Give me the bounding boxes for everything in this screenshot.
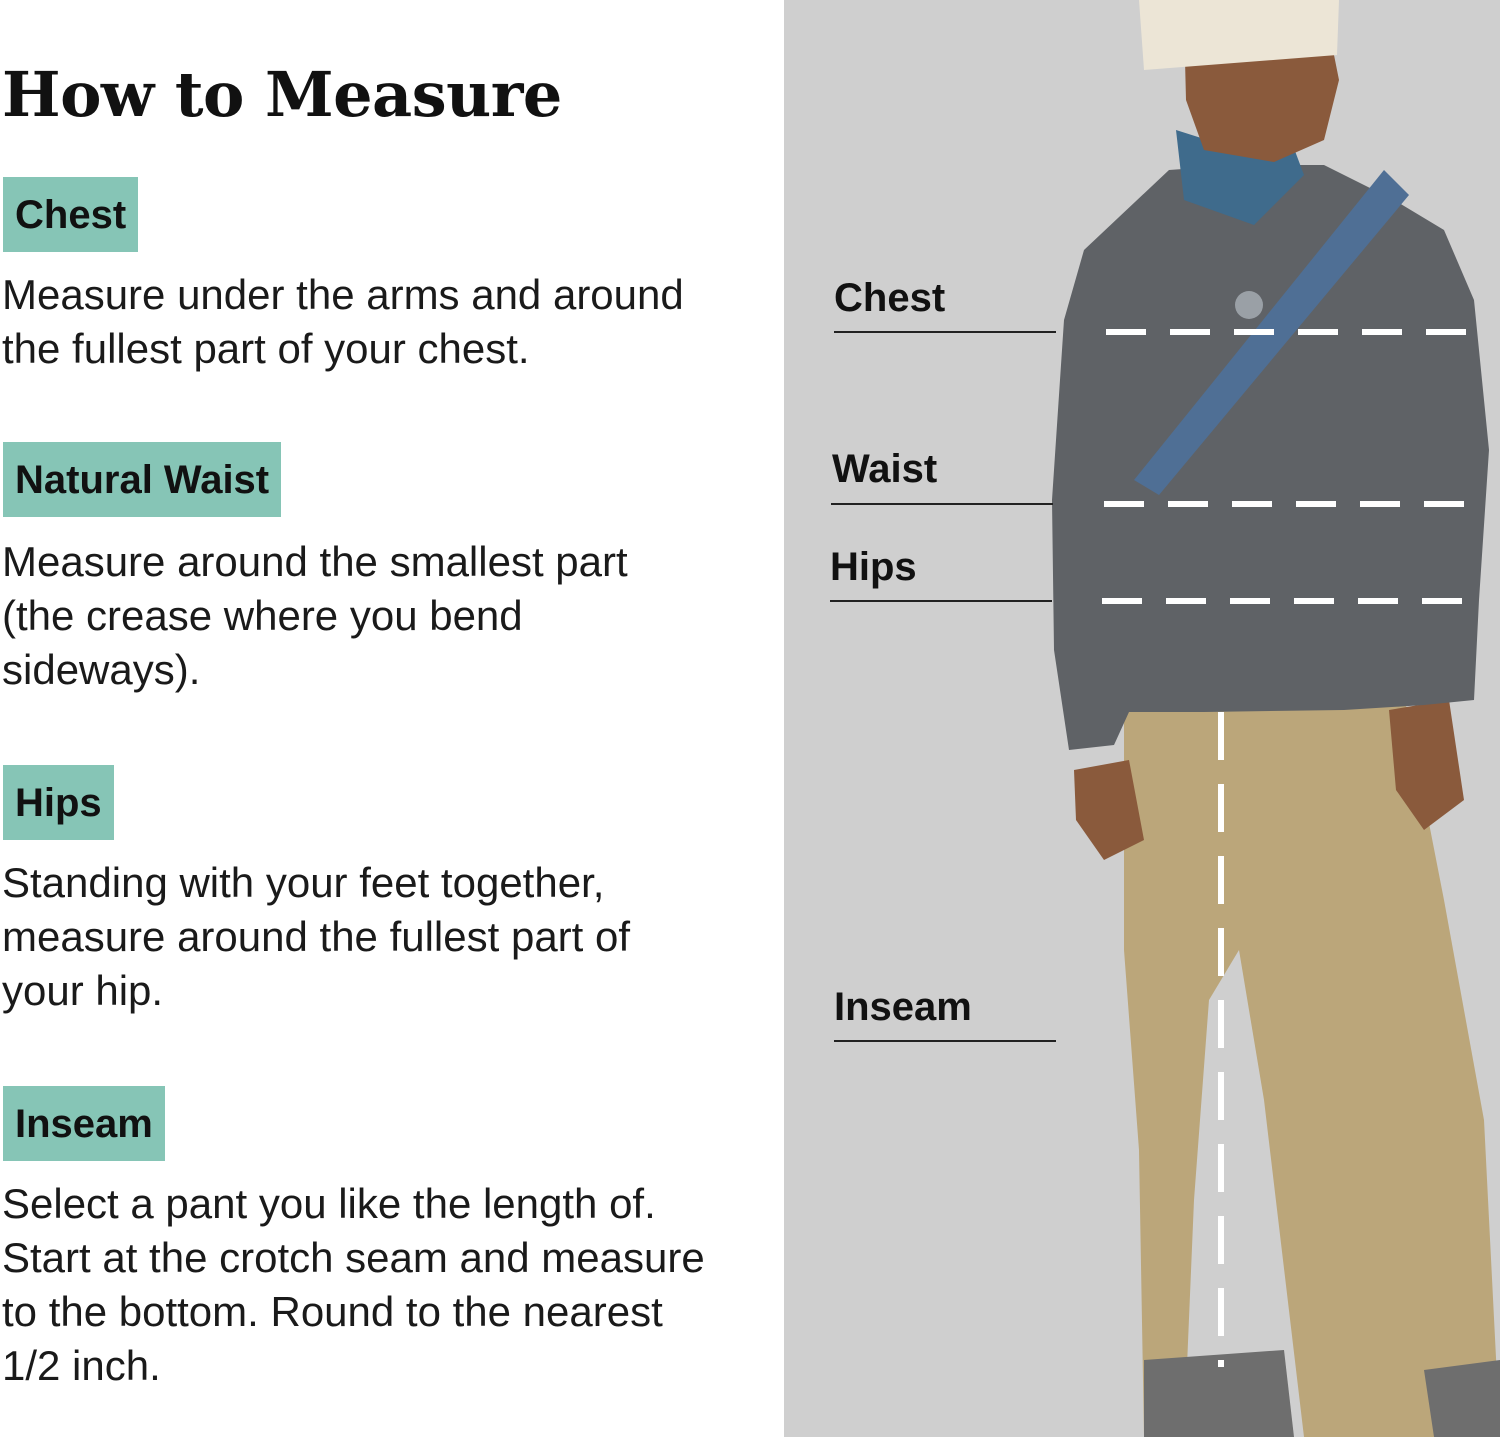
chest-heading: Chest bbox=[3, 177, 138, 252]
diagram-label-waist: Waist bbox=[832, 447, 938, 491]
hips-heading: Hips bbox=[3, 765, 114, 840]
diagram-label-chest: Chest bbox=[834, 276, 946, 320]
hips-description: Standing with your feet together, measure around the fullest part of your hip. bbox=[2, 859, 631, 1014]
chest-guide-line bbox=[1106, 329, 1466, 335]
waist-guide-line bbox=[1104, 501, 1464, 507]
strap-buckle bbox=[1235, 291, 1263, 319]
hips-label-rule bbox=[830, 600, 1052, 602]
waist-label-rule bbox=[831, 503, 1053, 505]
diagram-label-inseam: Inseam bbox=[834, 985, 972, 1029]
diagram-label-hips: Hips bbox=[830, 545, 917, 589]
natural-waist-description: Measure around the smallest part (the crease where you bend sideways). bbox=[2, 538, 628, 693]
natural-waist-heading: Natural Waist bbox=[3, 442, 281, 517]
inseam-label-rule bbox=[834, 1040, 1056, 1042]
inseam-description: Select a pant you like the length of. Start at the crotch seam and measure to the bottom. Round to the nearest 1/2 inch. bbox=[2, 1180, 705, 1389]
page-title: How to Measure bbox=[2, 58, 562, 131]
right-shoe bbox=[1424, 1360, 1500, 1437]
jacket bbox=[1052, 165, 1489, 750]
inseam-guide-line bbox=[1218, 712, 1224, 1367]
model-figure bbox=[784, 0, 1500, 1437]
hips-guide-line bbox=[1102, 598, 1462, 604]
inseam-heading: Inseam bbox=[3, 1086, 165, 1161]
model-photo-panel bbox=[784, 0, 1500, 1437]
chest-description: Measure under the arms and around the fullest part of your chest. bbox=[2, 271, 684, 372]
chest-label-rule bbox=[834, 331, 1056, 333]
